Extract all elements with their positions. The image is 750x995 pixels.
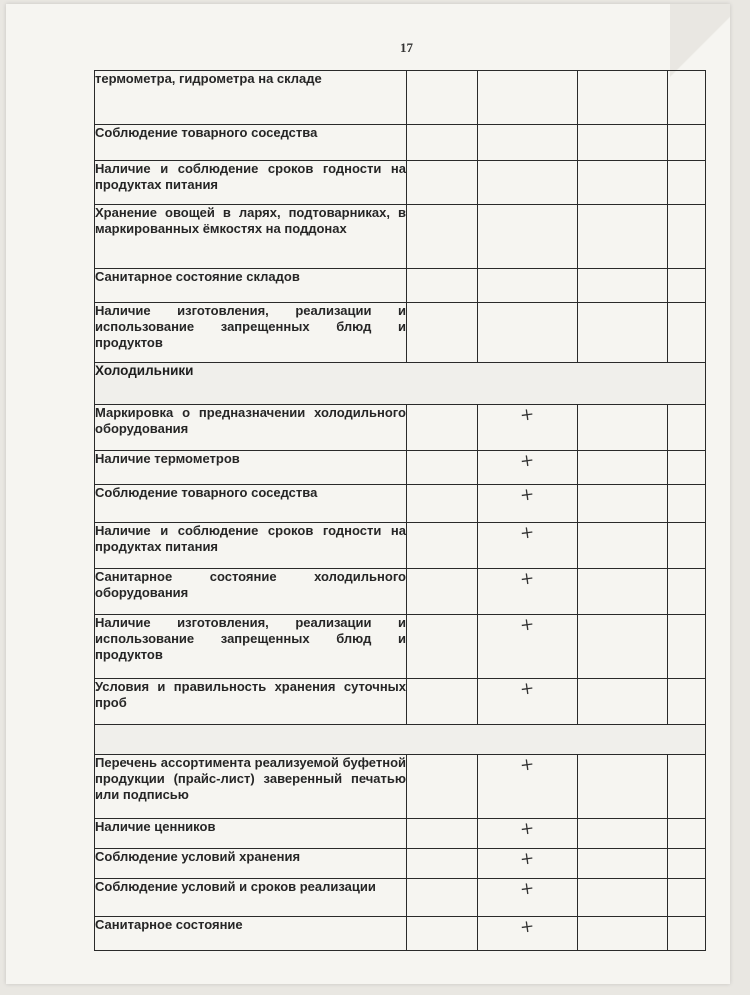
empty-cell: [578, 615, 668, 679]
empty-cell: [407, 569, 478, 615]
criterion-label: Санитарное состояние: [95, 917, 407, 951]
criterion-label: Наличие термометров: [95, 451, 407, 485]
handwritten-plus-mark: +: [519, 878, 536, 900]
empty-cell: [668, 125, 706, 161]
section-row: [95, 363, 706, 405]
criterion-label: Хранение овощей в ларях, подтоварниках, в маркированных ёмкостях на поддонах: [95, 205, 407, 269]
empty-cell: [407, 269, 478, 303]
handwritten-plus-mark: +: [519, 848, 536, 870]
handwritten-plus-mark: +: [519, 484, 536, 506]
criterion-label: Наличие и соблюдение сроков годности на продуктах питания: [95, 161, 407, 205]
compliance-mark-cell: [478, 303, 578, 363]
criterion-label: Перечень ассортимента реализуемой буфетной продукции (прайс-лист) заверенный печатью или подписью: [95, 755, 407, 819]
empty-cell: [578, 879, 668, 917]
empty-cell: [578, 917, 668, 951]
table-row: [95, 569, 706, 615]
empty-cell: [407, 917, 478, 951]
empty-cell: [668, 569, 706, 615]
criterion-label: Наличие и соблюдение сроков годности на продуктах питания: [95, 523, 407, 569]
handwritten-plus-mark: +: [519, 916, 536, 938]
compliance-mark-cell: [478, 819, 578, 849]
compliance-mark-cell: [478, 125, 578, 161]
empty-cell: [668, 615, 706, 679]
criterion-label: Наличие ценников: [95, 819, 407, 849]
empty-cell: [578, 405, 668, 451]
criterion-label: Соблюдение условий хранения: [95, 849, 407, 879]
empty-cell: [668, 523, 706, 569]
empty-cell: [668, 71, 706, 125]
table-row: [95, 303, 706, 363]
empty-cell: [578, 451, 668, 485]
empty-cell: [668, 405, 706, 451]
compliance-mark-cell: [478, 569, 578, 615]
empty-cell: [407, 879, 478, 917]
table-row: [95, 523, 706, 569]
compliance-mark-cell: [478, 451, 578, 485]
empty-cell: [668, 679, 706, 725]
criterion-label: Наличие изготовления, реализации и использование запрещенных блюд и продуктов: [95, 303, 407, 363]
empty-cell: [407, 451, 478, 485]
criterion-label: Санитарное состояние холодильного оборудования: [95, 569, 407, 615]
handwritten-plus-mark: +: [519, 568, 536, 590]
compliance-mark-cell: [478, 405, 578, 451]
table-row: [95, 879, 706, 917]
compliance-mark-cell: [478, 849, 578, 879]
handwritten-plus-mark: +: [519, 818, 536, 840]
table-row: [95, 679, 706, 725]
compliance-mark-cell: [478, 485, 578, 523]
compliance-mark-cell: [478, 679, 578, 725]
empty-cell: [578, 569, 668, 615]
empty-cell: [668, 917, 706, 951]
inspection-checklist-table: [94, 70, 706, 951]
table-row: [95, 615, 706, 679]
handwritten-plus-mark: +: [519, 450, 536, 472]
compliance-mark-cell: [478, 161, 578, 205]
empty-cell: [407, 849, 478, 879]
table-row: [95, 819, 706, 849]
table-row: [95, 405, 706, 451]
handwritten-plus-mark: +: [519, 404, 536, 426]
compliance-mark-cell: [478, 205, 578, 269]
table-row: [95, 125, 706, 161]
compliance-mark-cell: [478, 755, 578, 819]
empty-cell: [407, 125, 478, 161]
document-page: [6, 4, 730, 984]
table-row: [95, 71, 706, 125]
empty-cell: [407, 523, 478, 569]
table-row: [95, 849, 706, 879]
handwritten-plus-mark: +: [519, 754, 536, 776]
table-row: [95, 451, 706, 485]
compliance-mark-cell: [478, 917, 578, 951]
table-row: [95, 755, 706, 819]
table-row: [95, 485, 706, 523]
handwritten-plus-mark: +: [519, 678, 536, 700]
empty-cell: [668, 819, 706, 849]
criterion-label: Санитарное состояние складов: [95, 269, 407, 303]
empty-cell: [407, 679, 478, 725]
empty-cell: [407, 405, 478, 451]
section-row: [95, 725, 706, 755]
section-header: Холодильники: [95, 363, 706, 405]
empty-cell: [578, 523, 668, 569]
empty-cell: [407, 161, 478, 205]
compliance-mark-cell: [478, 269, 578, 303]
empty-cell: [578, 755, 668, 819]
handwritten-plus-mark: +: [519, 522, 536, 544]
empty-cell: [578, 269, 668, 303]
empty-cell: [578, 205, 668, 269]
criterion-label: Соблюдение условий и сроков реализации: [95, 879, 407, 917]
compliance-mark-cell: [478, 615, 578, 679]
checklist-body: [95, 71, 706, 951]
table-row: [95, 205, 706, 269]
criterion-label: Наличие изготовления, реализации и использование запрещенных блюд и продуктов: [95, 615, 407, 679]
empty-cell: [578, 819, 668, 849]
criterion-label: Соблюдение товарного соседства: [95, 125, 407, 161]
empty-cell: [407, 71, 478, 125]
empty-cell: [578, 679, 668, 725]
empty-cell: [407, 205, 478, 269]
page-number: 17: [400, 40, 413, 55]
empty-cell: [578, 71, 668, 125]
criterion-label: Соблюдение товарного соседства: [95, 485, 407, 523]
empty-cell: [668, 303, 706, 363]
empty-cell: [407, 485, 478, 523]
empty-cell: [668, 849, 706, 879]
table-row: [95, 161, 706, 205]
empty-cell: [668, 879, 706, 917]
compliance-mark-cell: [478, 523, 578, 569]
compliance-mark-cell: [478, 879, 578, 917]
empty-cell: [668, 485, 706, 523]
table-row: [95, 269, 706, 303]
empty-cell: [668, 269, 706, 303]
empty-cell: [407, 755, 478, 819]
empty-cell: [668, 451, 706, 485]
empty-cell: [578, 303, 668, 363]
empty-cell: [578, 125, 668, 161]
empty-cell: [407, 615, 478, 679]
empty-cell: [578, 849, 668, 879]
handwritten-plus-mark: +: [519, 614, 536, 636]
criterion-label: Условия и правильность хранения суточных проб: [95, 679, 407, 725]
empty-cell: [578, 161, 668, 205]
empty-cell: [578, 485, 668, 523]
table-row: [95, 917, 706, 951]
empty-cell: [407, 819, 478, 849]
empty-cell: [407, 303, 478, 363]
empty-cell: [668, 755, 706, 819]
criterion-label: Маркировка о предназначении холодильного оборудования: [95, 405, 407, 451]
empty-cell: [668, 205, 706, 269]
blank-section-header: [95, 725, 706, 755]
criterion-label: термометра, гидрометра на складе: [95, 71, 407, 125]
empty-cell: [668, 161, 706, 205]
compliance-mark-cell: [478, 71, 578, 125]
